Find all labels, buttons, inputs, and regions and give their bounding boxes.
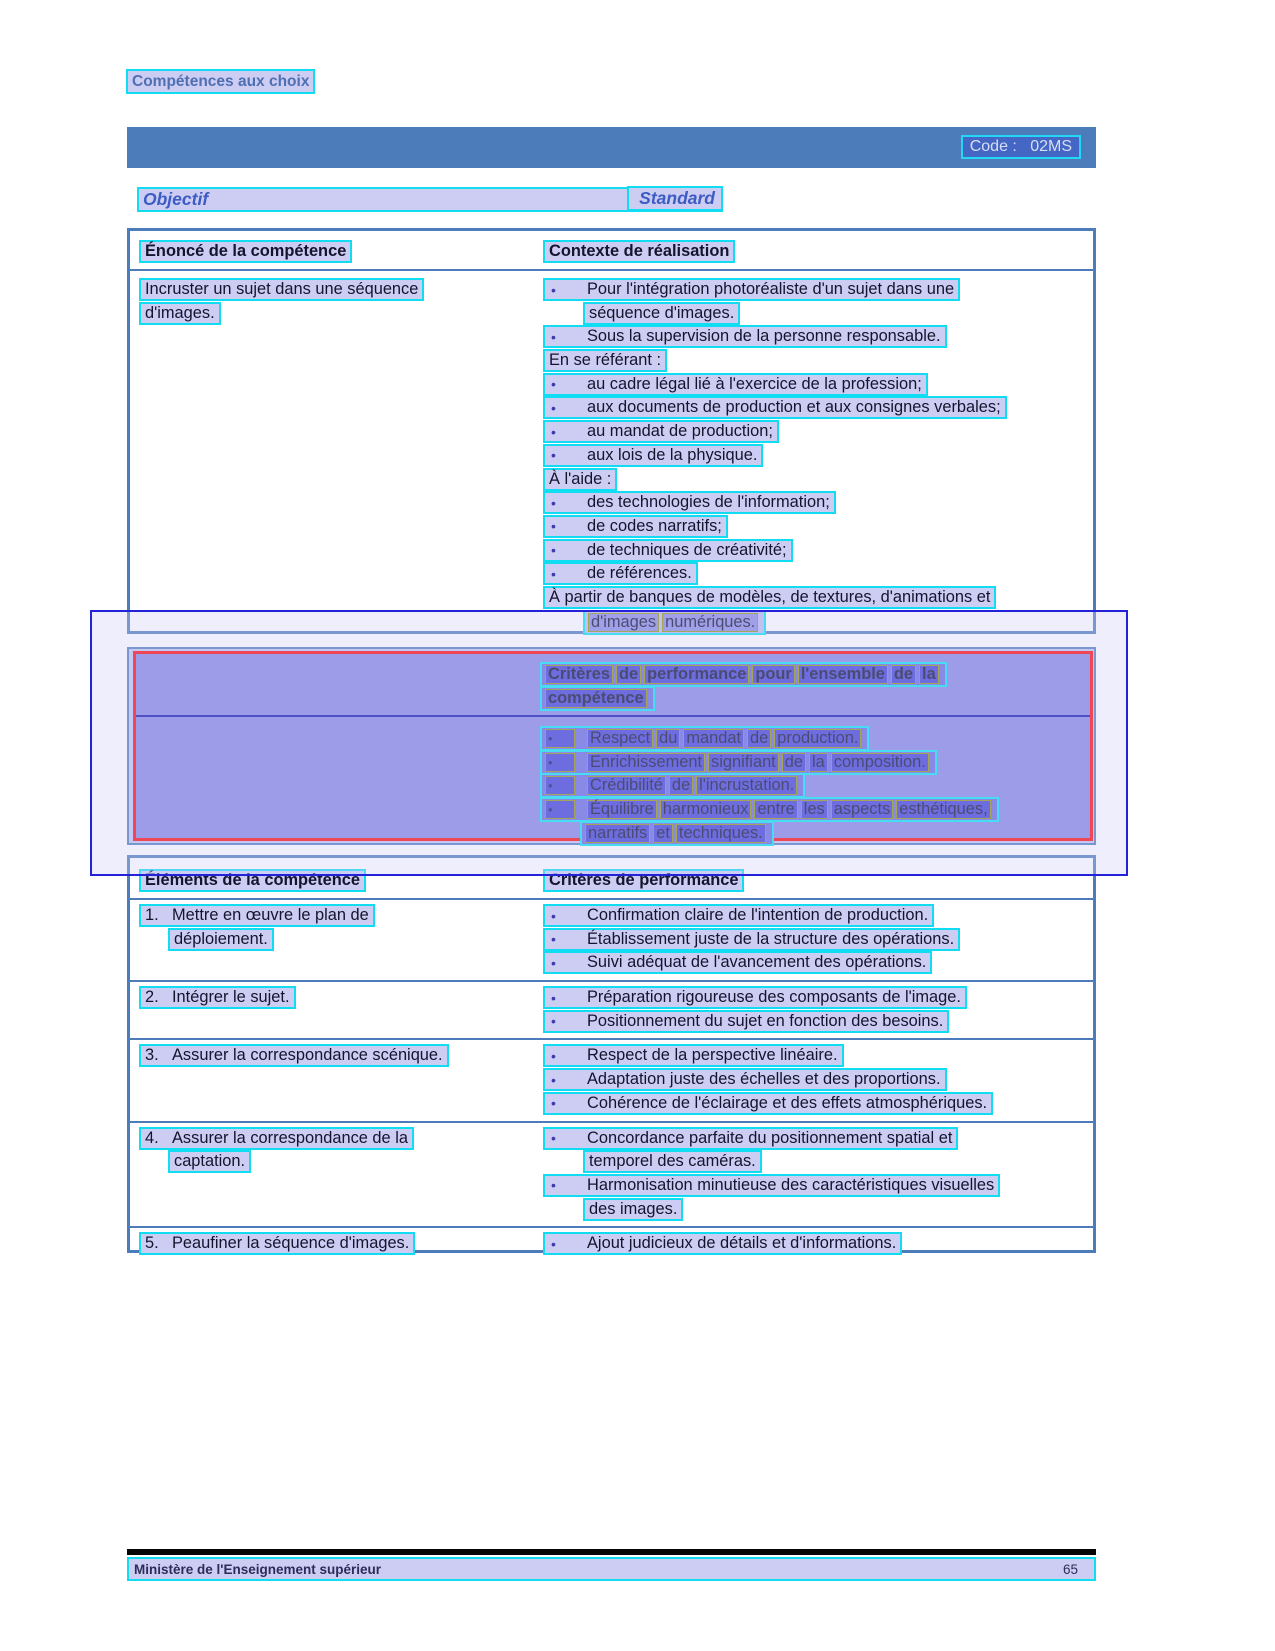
header-box: [543, 240, 735, 263]
item-number: 2.: [145, 988, 159, 1007]
line-box: [139, 302, 221, 325]
line-box: [540, 726, 869, 751]
bullet-icon: •: [551, 518, 556, 535]
line-text: Préparation rigoureuse des composants de l'image.: [587, 988, 961, 1007]
line-text: de codes narratifs;: [587, 516, 722, 535]
bullet-icon: •: [551, 565, 556, 582]
word-box: narratifs: [585, 824, 650, 843]
red-selection-outline: [133, 651, 1093, 841]
line-box: [543, 1010, 949, 1033]
objectif-label: Objectif: [143, 189, 209, 209]
line-box: [543, 1127, 958, 1150]
top-label-text: Compétences aux choix: [132, 72, 310, 90]
element-cell: [130, 904, 543, 975]
line-box: [543, 515, 728, 538]
table-row: [130, 980, 1093, 1038]
line-box: [543, 928, 960, 951]
line-text: Confirmation claire de l'intention de production.: [587, 906, 929, 924]
line-text: des images.: [589, 1199, 678, 1218]
item-number: 1.: [145, 906, 159, 924]
line-text: Assurer la correspondance de la: [172, 1128, 408, 1147]
line-text: d'images.: [145, 303, 215, 322]
top-label: [126, 69, 315, 94]
context-line: [543, 444, 1093, 468]
bullet-icon: •: [551, 907, 556, 924]
criteria-line: [540, 797, 1090, 821]
word-box: Équilibre: [587, 800, 657, 819]
criteria-line: [543, 1068, 1093, 1092]
line-box: [543, 491, 836, 514]
enonce-line: [139, 302, 543, 326]
bullet-icon: •: [551, 1047, 556, 1064]
title-bar: [127, 127, 1096, 168]
word-box: de: [747, 729, 771, 748]
line-text: En se référant :: [549, 351, 662, 370]
line-box: [583, 1150, 762, 1173]
context-line: [543, 349, 1093, 373]
line-text: À partir de banques de modèles, de textures, d'animations et: [549, 587, 991, 606]
context-line: [543, 491, 1093, 515]
line-text: séquence d'images.: [589, 303, 735, 322]
table-row: [130, 1038, 1093, 1120]
bullet-icon: •: [551, 1130, 556, 1146]
line-text: Mettre en œuvre le plan de: [172, 906, 369, 924]
criteria-title: [136, 654, 1090, 710]
line-text: Incruster un sujet dans une séquence: [145, 280, 419, 298]
line-text: Établissement juste de la structure des opérations.: [587, 929, 955, 948]
bullet-icon: •: [551, 1177, 556, 1194]
line-box: [543, 444, 763, 467]
line-text: des technologies de l'information;: [587, 493, 830, 512]
standard-box: [627, 186, 723, 211]
criteria-cell: [543, 904, 1093, 975]
context-line: [543, 515, 1093, 539]
line-text: déploiement.: [174, 929, 268, 948]
line-box: [540, 686, 655, 711]
table-row: [130, 1121, 1093, 1227]
line-box: [139, 278, 424, 301]
header-cell-enonce: [139, 240, 543, 269]
criteria-line: [543, 1010, 1093, 1034]
word-box: de: [782, 753, 806, 772]
line-box: [139, 986, 296, 1009]
word-box: Respect: [587, 729, 653, 748]
line-box: [543, 325, 947, 348]
criteria-cell: [543, 986, 1093, 1033]
footer-ministry: Ministère de l'Enseignement supérieur: [134, 1561, 382, 1577]
context-line: [543, 586, 1093, 610]
header-cell-elements: [139, 869, 543, 892]
context-line: [543, 562, 1093, 586]
element-line: [139, 1232, 543, 1256]
bullet-icon: •: [551, 954, 556, 971]
table-row: [130, 900, 1093, 980]
line-text: [545, 665, 942, 684]
competence-table: [127, 228, 1096, 634]
word-box: techniques.: [676, 824, 766, 843]
line-text: Sous la supervision de la personne responsable.: [587, 327, 941, 346]
word-box: esthétiques,: [896, 800, 990, 819]
element-line: [139, 1127, 543, 1151]
line-box: [139, 1127, 414, 1150]
criteria-line: [543, 1198, 1093, 1222]
footer-rule: [127, 1549, 1096, 1555]
word-box: de: [669, 776, 693, 795]
word-box: la: [919, 665, 939, 684]
line-box: [583, 610, 766, 635]
criteria-bullet-list: [136, 717, 1090, 844]
criteria-line: [543, 928, 1093, 952]
word-box: entre: [754, 800, 797, 819]
footer: [127, 1557, 1096, 1581]
line-box: [583, 302, 740, 325]
line-box: [543, 349, 667, 372]
word-box: l'incrustation.: [696, 776, 797, 795]
line-box: [543, 1068, 947, 1091]
bullet-icon: •: [551, 281, 556, 298]
criteria-cell: [543, 1232, 1093, 1256]
bullet-icon: •: [545, 800, 575, 819]
header-box: [139, 240, 352, 263]
objectif-standard-line: [137, 187, 723, 212]
bullet-icon: •: [551, 542, 556, 559]
line-box: [168, 1150, 251, 1173]
criteria-title-line: [540, 662, 1090, 686]
word-box: les: [801, 800, 828, 819]
footer-page-number: 65: [1062, 1561, 1078, 1577]
word-box: composition.: [831, 753, 929, 772]
line-box: [543, 539, 793, 562]
line-box: [543, 396, 1007, 419]
line-box: [543, 373, 928, 396]
elements-table: [127, 855, 1096, 1253]
competence-table-header: [130, 231, 1093, 271]
context-line: [543, 278, 1093, 302]
criteria-line: [543, 1044, 1093, 1068]
item-number: 3.: [145, 1046, 159, 1065]
criteria-line: [540, 773, 1090, 797]
context-line: [543, 373, 1093, 397]
word-box: et: [653, 824, 673, 843]
header-text: Éléments de la compétence: [145, 871, 360, 889]
word-box: d'images: [588, 613, 659, 632]
line-box: [543, 1232, 902, 1255]
word-box: signifiant: [708, 753, 779, 772]
line-text: Adaptation juste des échelles et des proportions.: [587, 1070, 941, 1089]
word-box: numériques.: [662, 613, 758, 632]
word-box: harmonieux: [660, 800, 752, 819]
element-cell: [130, 1044, 543, 1115]
table-row: [130, 1226, 1093, 1261]
line-box: [540, 750, 937, 775]
global-criteria-section: [127, 647, 1096, 845]
line-box: [543, 951, 932, 974]
header-text: Contexte de réalisation: [549, 242, 730, 260]
line-box: [139, 1232, 415, 1255]
criteria-line: [543, 951, 1093, 975]
line-box: [543, 1092, 993, 1115]
criteria-line: [543, 1092, 1093, 1116]
line-text: Positionnement du sujet en fonction des besoins.: [587, 1011, 944, 1030]
element-cell: [130, 1127, 543, 1222]
item-number: 4.: [145, 1128, 159, 1147]
bullet-icon: •: [551, 328, 556, 345]
bullet-icon: •: [545, 776, 575, 795]
header-text: Énoncé de la compétence: [145, 242, 347, 260]
criteria-line: [540, 821, 1090, 845]
word-box: mandat: [683, 729, 744, 748]
line-box: [540, 797, 999, 822]
criteria-line: [543, 1174, 1093, 1198]
line-text: Ajout judicieux de détails et d'informations.: [587, 1234, 897, 1253]
line-box: [543, 278, 960, 301]
line-text: Assurer la correspondance scénique.: [172, 1046, 443, 1065]
line-text: de techniques de créativité;: [587, 540, 787, 559]
line-text: Cohérence de l'éclairage et des effets atmosphériques.: [587, 1093, 988, 1112]
header-cell-criteres: [543, 869, 744, 892]
line-box: [543, 904, 934, 927]
bullet-icon: •: [545, 753, 575, 772]
criteria-line: [543, 1150, 1093, 1174]
line-box: [168, 928, 274, 951]
word-box: l'ensemble: [798, 665, 888, 684]
word-box: Critères: [545, 665, 613, 684]
line-text: [587, 753, 932, 772]
criteria-line: [540, 726, 1090, 750]
bullet-icon: •: [551, 399, 556, 416]
criteria-title-line: [540, 686, 1090, 710]
enonce-line: [139, 278, 543, 302]
bullet-icon: •: [551, 931, 556, 948]
element-line: [139, 986, 543, 1010]
header-box: [543, 869, 744, 892]
line-text: [587, 800, 994, 819]
line-text: aux documents de production et aux consignes verbales;: [587, 398, 1001, 417]
line-text: Respect de la perspective linéaire.: [587, 1046, 838, 1065]
line-text: de références.: [587, 564, 692, 583]
context-line: [543, 325, 1093, 349]
line-text: temporel des caméras.: [589, 1152, 756, 1171]
line-text: au cadre légal lié à l'exercice de la profession;: [587, 374, 922, 393]
element-cell: [130, 1232, 543, 1256]
bullet-icon: •: [551, 423, 556, 440]
word-box: de: [616, 665, 641, 684]
line-text: [588, 613, 761, 632]
line-box: [543, 420, 779, 443]
context-line: [543, 420, 1093, 444]
word-box: compétence: [545, 689, 647, 708]
bullet-icon: •: [545, 729, 575, 748]
word-box: production.: [774, 729, 861, 748]
element-line: [139, 1044, 543, 1068]
line-box: [580, 821, 774, 846]
line-text: [587, 729, 864, 748]
criteria-line: [543, 1232, 1093, 1256]
header-box: [139, 869, 366, 892]
header-cell-contexte: [543, 240, 735, 269]
bullet-icon: •: [551, 447, 556, 464]
line-text: [545, 689, 650, 708]
line-box: [543, 562, 698, 585]
element-line: [139, 928, 543, 952]
word-box: pour: [752, 665, 794, 684]
element-cell: [130, 986, 543, 1033]
word-box: aspects: [831, 800, 894, 819]
item-number: 5.: [145, 1234, 159, 1253]
elements-table-header: [130, 858, 1093, 900]
line-box: [583, 1198, 683, 1221]
line-text: [585, 824, 769, 843]
enonce-cell: [130, 278, 543, 633]
criteria-cell: [543, 1044, 1093, 1115]
word-box: Enrichissement: [587, 753, 705, 772]
context-line: [543, 610, 1093, 634]
line-box: [543, 468, 617, 491]
bullet-icon: •: [551, 494, 556, 511]
line-text: Intégrer le sujet.: [172, 988, 290, 1007]
line-text: Concordance parfaite du positionnement spatial et: [587, 1128, 953, 1147]
line-box: [543, 1044, 844, 1067]
element-line: [139, 904, 543, 928]
word-box: de: [891, 665, 916, 684]
bullet-icon: •: [551, 1071, 556, 1088]
line-box: [139, 904, 375, 927]
line-box: [543, 1174, 1000, 1197]
bullet-icon: •: [551, 989, 556, 1006]
bullet-icon: •: [551, 376, 556, 393]
context-line: [543, 302, 1093, 326]
contexte-cell: [543, 278, 1093, 633]
context-line: [543, 539, 1093, 563]
bullet-icon: •: [551, 1013, 556, 1030]
code-box: [961, 135, 1081, 159]
context-line: [543, 396, 1093, 420]
code-text: Code : 02MS: [969, 138, 1072, 155]
line-text: Peaufiner la séquence d'images.: [172, 1234, 410, 1253]
line-text: Suivi adéquat de l'avancement des opérations.: [587, 953, 927, 972]
line-text: À l'aide :: [549, 469, 612, 488]
line-text: Pour l'intégration photoréaliste d'un sujet dans une: [587, 280, 955, 298]
criteria-line: [543, 904, 1093, 928]
word-box: du: [656, 729, 680, 748]
word-box: Crédibilité: [587, 776, 666, 795]
bullet-icon: •: [551, 1095, 556, 1112]
criteria-line: [543, 1127, 1093, 1151]
standard-label: Standard: [639, 188, 715, 208]
line-text: au mandat de production;: [587, 422, 773, 441]
bullet-icon: •: [551, 1235, 556, 1252]
line-text: [587, 776, 800, 795]
word-box: la: [809, 753, 828, 772]
criteria-cell: [543, 1127, 1093, 1222]
competence-table-body: [130, 271, 1093, 633]
line-box: [543, 986, 967, 1009]
line-text: Harmonisation minutieuse des caractéristiques visuelles: [587, 1175, 995, 1194]
line-box: [540, 773, 805, 798]
criteria-line: [540, 750, 1090, 774]
line-text: captation.: [174, 1152, 246, 1171]
context-line: [543, 468, 1093, 492]
top-label-box: [126, 69, 315, 94]
word-box: performance: [644, 665, 749, 684]
criteria-line: [543, 986, 1093, 1010]
header-text: Critères de performance: [549, 871, 739, 889]
line-text: aux lois de la physique.: [587, 445, 758, 464]
line-box: [139, 1044, 449, 1067]
element-line: [139, 1150, 543, 1174]
line-box: [540, 662, 947, 687]
line-box: [543, 586, 996, 609]
